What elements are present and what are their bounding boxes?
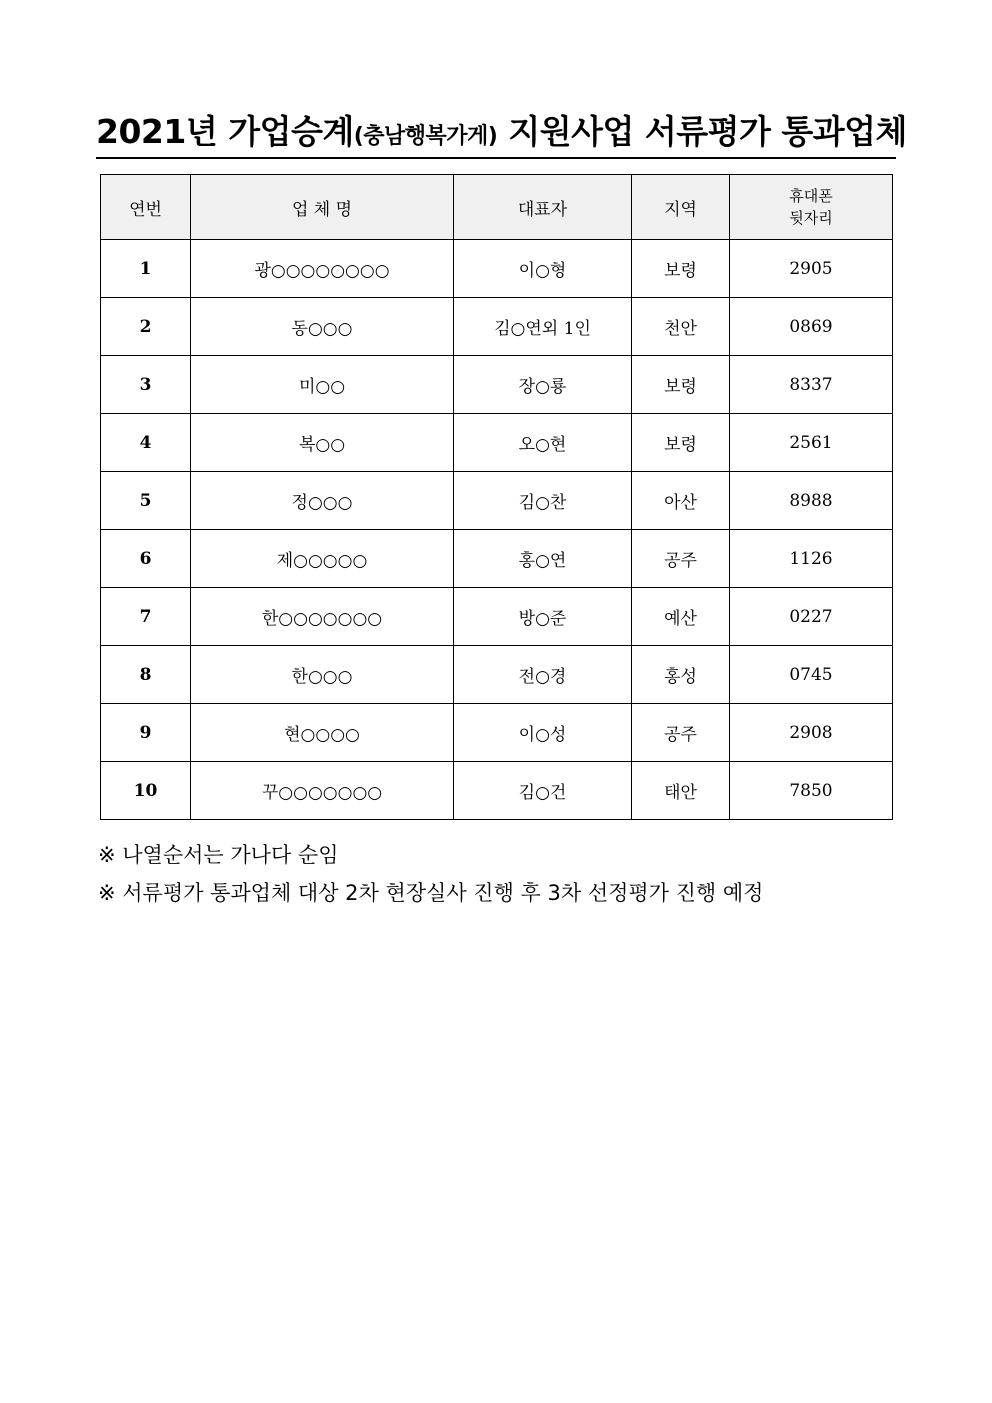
- table-header-row: [101, 175, 893, 240]
- cell-representative: 김○찬: [454, 472, 632, 530]
- cell-representative: 장○룡: [454, 356, 632, 414]
- table-row: [101, 240, 893, 298]
- table-row: [101, 472, 893, 530]
- header-region: 지역: [632, 175, 730, 240]
- cell-representative: 김○건: [454, 762, 632, 820]
- document-title-wrap: [96, 112, 907, 159]
- cell-no: 8: [101, 646, 191, 704]
- cell-no: 9: [101, 704, 191, 762]
- table-row: [101, 356, 893, 414]
- cell-no: 10: [101, 762, 191, 820]
- table-row: [101, 646, 893, 704]
- cell-no: 1: [101, 240, 191, 298]
- note-schedule: ※ 서류평가 통과업체 대상 2차 현장실사 진행 후 3차 선정평가 진행 예정: [98, 881, 764, 905]
- cell-phone: 0869: [730, 298, 893, 356]
- cell-phone: 7850: [730, 762, 893, 820]
- table-row: [101, 762, 893, 820]
- cell-company: 한○○○: [191, 646, 454, 704]
- cell-region: 공주: [632, 704, 730, 762]
- cell-region: 태안: [632, 762, 730, 820]
- cell-company: 꾸○○○○○○○: [191, 762, 454, 820]
- header-phone-line2: 뒷자리: [789, 209, 833, 227]
- cell-region: 보령: [632, 356, 730, 414]
- cell-representative: 이○형: [454, 240, 632, 298]
- document-title: [96, 112, 907, 159]
- cell-phone: 1126: [730, 530, 893, 588]
- cell-company: 복○○: [191, 414, 454, 472]
- cell-representative: 전○경: [454, 646, 632, 704]
- cell-representative: 이○성: [454, 704, 632, 762]
- table-row: [101, 414, 893, 472]
- header-phone-line1: 휴대폰: [789, 187, 833, 205]
- cell-region: 천안: [632, 298, 730, 356]
- cell-company: 정○○○: [191, 472, 454, 530]
- cell-representative: 오○현: [454, 414, 632, 472]
- cell-no: 7: [101, 588, 191, 646]
- cell-no: 4: [101, 414, 191, 472]
- table-row: [101, 704, 893, 762]
- cell-phone: 2905: [730, 240, 893, 298]
- cell-company: 한○○○○○○○: [191, 588, 454, 646]
- note-ordering: ※ 나열순서는 가나다 순임: [98, 843, 339, 867]
- header-representative: 대표자: [454, 175, 632, 240]
- cell-company: 제○○○○○: [191, 530, 454, 588]
- title-main-after: 지원사업 서류평가 통과업체: [497, 112, 907, 151]
- table-row: [101, 298, 893, 356]
- company-table: [100, 174, 893, 820]
- cell-region: 공주: [632, 530, 730, 588]
- cell-region: 예산: [632, 588, 730, 646]
- cell-phone: 0227: [730, 588, 893, 646]
- table-row: [101, 530, 893, 588]
- cell-phone: 2908: [730, 704, 893, 762]
- cell-phone: 0745: [730, 646, 893, 704]
- cell-region: 아산: [632, 472, 730, 530]
- cell-company: 현○○○○: [191, 704, 454, 762]
- title-subtitle: (충남행복가게): [353, 124, 498, 149]
- table-row: [101, 588, 893, 646]
- cell-no: 2: [101, 298, 191, 356]
- cell-representative: 방○준: [454, 588, 632, 646]
- cell-company: 광○○○○○○○○: [191, 240, 454, 298]
- cell-company: 미○○: [191, 356, 454, 414]
- header-no: 연번: [101, 175, 191, 240]
- cell-region: 보령: [632, 414, 730, 472]
- cell-representative: 홍○연: [454, 530, 632, 588]
- cell-region: 홍성: [632, 646, 730, 704]
- cell-phone: 8337: [730, 356, 893, 414]
- cell-no: 6: [101, 530, 191, 588]
- notes: [98, 836, 898, 912]
- cell-no: 5: [101, 472, 191, 530]
- header-phone: [730, 175, 893, 240]
- cell-representative: 김○연외 1인: [454, 298, 632, 356]
- cell-company: 동○○○: [191, 298, 454, 356]
- header-company: 업 체 명: [191, 175, 454, 240]
- cell-no: 3: [101, 356, 191, 414]
- cell-phone: 8988: [730, 472, 893, 530]
- cell-phone: 2561: [730, 414, 893, 472]
- title-main-before: 2021년 가업승계: [96, 112, 354, 151]
- cell-region: 보령: [632, 240, 730, 298]
